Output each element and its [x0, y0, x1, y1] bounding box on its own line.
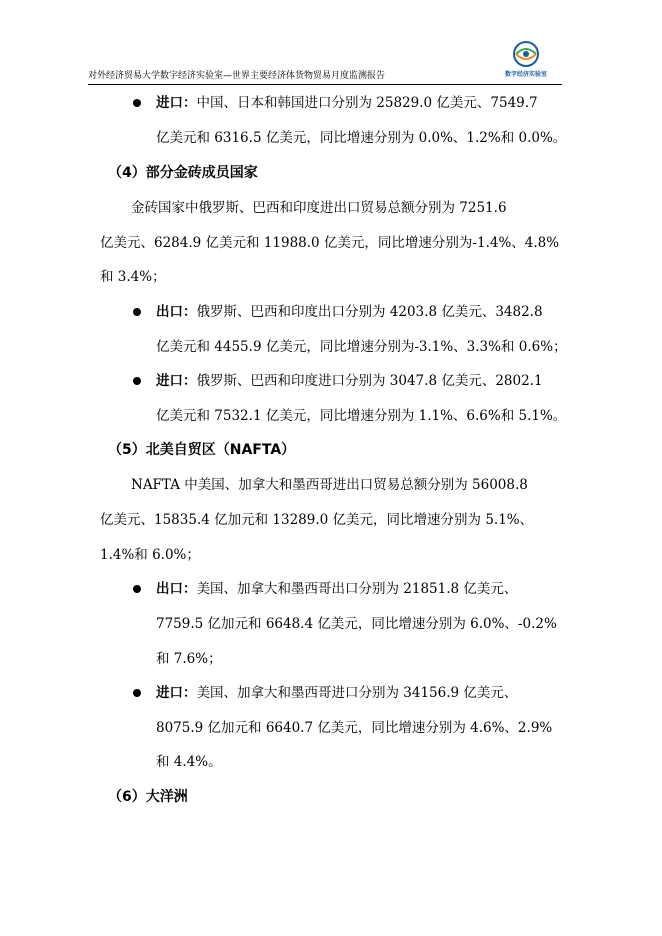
s3-import-text1: 中国、日本和韩国进口分别为 25829.0 亿美元、7549.7: [196, 95, 538, 111]
s5-import-text1: 美国、加拿大和墨西哥进口分别为 34156.9 亿美元、: [196, 685, 518, 701]
s3-import-line2: 亿美元和 6316.5 亿美元，同比增速分别为 0.0%、1.2%和 0.0%。: [156, 130, 567, 146]
header-title: 对外经济贸易大学数字经济实验室—世界主要经济体货物贸易月度监测报告: [88, 71, 386, 81]
section-heading-nafta: （5）北美自贸区（NAFTA）: [108, 442, 296, 458]
s3-import-line1: [156, 94, 538, 112]
import-label: 进口：: [156, 95, 197, 111]
s5-import-line2: 8075.9 亿加元和 6640.7 亿美元，同比增速分别为 4.6%、2.9%: [156, 720, 553, 736]
bullet-dot: [133, 99, 141, 107]
import-label: 进口：: [156, 685, 197, 701]
export-label: 出口：: [156, 581, 197, 597]
s5-para-line2: 亿美元、15835.4 亿加元和 13289.0 亿美元，同比增速分别为 5.1%、: [100, 512, 534, 528]
bullet-dot: [133, 308, 141, 316]
s5-export-text1: 美国、加拿大和墨西哥出口分别为 21851.8 亿美元、: [196, 581, 518, 597]
s4-export-text1: 俄罗斯、巴西和印度出口分别为 4203.8 亿美元、3482.8: [196, 304, 543, 320]
s5-para-line3: 1.4%和 6.0%；: [100, 547, 200, 563]
s4-import-line2: 亿美元和 7532.1 亿美元，同比增速分别为 1.1%、6.6%和 5.1%。: [156, 408, 567, 424]
section-heading-brics: （4）部分金砖成员国家: [108, 165, 258, 181]
section-heading-oceania: （6）大洋洲: [108, 789, 188, 805]
s4-import-line1: [156, 372, 543, 390]
s5-export-line3: 和 7.6%；: [156, 651, 222, 667]
s4-export-line2: 亿美元和 4455.9 亿美元，同比增速分别为-3.1%、3.3%和 0.6%；: [156, 339, 567, 355]
bullet-dot: [133, 689, 141, 697]
s5-export-line2: 7759.5 亿加元和 6648.4 亿美元，同比增速分别为 6.0%、-0.2%: [156, 616, 557, 632]
s4-para-line2: 亿美元、6284.9 亿美元和 11988.0 亿美元，同比增速分别为-1.4%、4.8%: [100, 235, 560, 251]
s4-import-text1: 俄罗斯、巴西和印度进口分别为 3047.8 亿美元、2802.1: [196, 373, 543, 389]
s5-import-line3: 和 4.4%。: [156, 754, 222, 770]
s4-export-line1: [156, 303, 543, 321]
logo-text: 数字经济实验室: [504, 71, 547, 78]
s5-para-line1: NAFTA 中美国、加拿大和墨西哥进出口贸易总额分别为 56008.8: [131, 477, 528, 493]
s4-para-line3: 和 3.4%；: [100, 269, 166, 285]
s4-para-line1: 金砖国家中俄罗斯、巴西和印度进出口贸易总额分别为 7251.6: [131, 200, 507, 216]
export-label: 出口：: [156, 304, 197, 320]
s5-import-line1: [156, 684, 517, 702]
bullet-dot: [133, 585, 141, 593]
import-label: 进口：: [156, 373, 197, 389]
s5-export-line1: [156, 580, 517, 598]
bullet-dot: [133, 377, 141, 385]
